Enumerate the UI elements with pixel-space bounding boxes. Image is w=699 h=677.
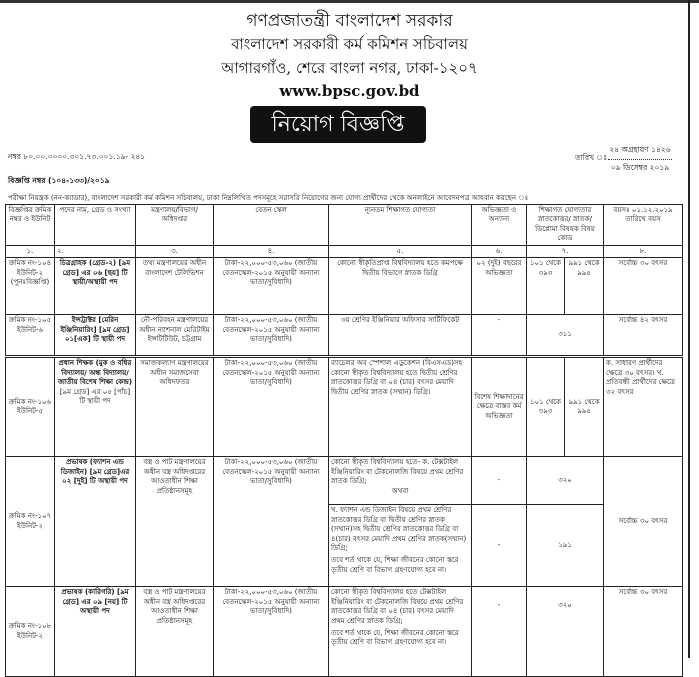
age-cell: সর্বোচ্চ ৩০ বৎসর (604, 587, 683, 677)
table-row (6, 315, 683, 357)
commission-name: বাংলাদেশ সরকারী কর্ম কমিশন সচিবালয় (231, 35, 468, 53)
pay-cell: টাকা-২২,০০০-৫৩,০৬০ (জাতীয় বেতনস্কেল-২০১৫ অনুযায়ী অন্যান্য ভাতা/সুবিধাদি) (214, 587, 329, 677)
age-cell: সর্বোচ্চ ৪২ বৎসর (604, 315, 683, 357)
intro-text: পরীক্ষা নিয়ন্ত্রক (নন-ক্যাডার), বাংলাদেশ সরকারী কর্ম কমিশন সচিবালয়, ঢাকা নিম্নলিখিত পদসমূহে সরাসরি নিয়োগের জন্য যোগ্য প্রার্থীদের থেকে অনলাইনে আবেদনপত্র আহবান করছেন ঃ (8, 194, 529, 202)
header-cell: বয়সঃ ০১.১২.২০১৯ তারিখে বয়স (604, 205, 683, 246)
post-cell: প্রভাষক (কারিগরি) [৯ম গ্রেড] এর ০৯ [নয়] টি অস্থায়ী পদ (55, 587, 136, 677)
post-cell: প্রভাষক (ফ্যাশন এন্ড ডিজাইন) [৯ম গ্রেড]এর ০২ [দুই] টি অস্থায়ী পদ (55, 457, 136, 587)
date-label: তারিখ ঃ (575, 153, 608, 162)
date-english: ০৯ ডিসেম্বর ২০১৯ (610, 163, 670, 172)
qualification-cell: ব্যাচেলর অব স্পেশাল এডুকেশন (বিএসএড)সহ কোনো স্বীকৃত বিশ্ববিদ্যালয় হতে দ্বিতীয় শ্রেণির স্নাতকোত্তর ডিগ্রি বা ০৪ (চার) বৎসর মেয়াদি দ্বিতীয় শ্রেণির স্নাতক (সম্মান) ডিগ্রি। (329, 357, 472, 457)
column-number: ৬. (472, 245, 527, 257)
post-cell (55, 357, 136, 457)
vacancy-table (5, 204, 683, 677)
column-number: ৪. (214, 245, 329, 257)
serial-cell: ক্রমিক নং-১০৬ ইউনিট-৫ (6, 357, 55, 457)
website: www.bpsc.gov.bd (279, 82, 420, 100)
page-title: নিয়োগ বিজ্ঞপ্তি (250, 106, 426, 143)
table-row (6, 587, 683, 677)
column-number: ৮. (604, 245, 683, 257)
table-row (6, 357, 683, 457)
header-cell: পদের নাম, গ্রেড ও সংখ্যা (55, 205, 136, 246)
code-cell: ১৯১ (527, 505, 604, 587)
code-cell: ৯৯১ থেকে ৯৯৫ (565, 258, 604, 315)
code-cell: ১০১ থেকে ৩৯৩ (527, 357, 565, 457)
qualification-text: কোনো স্বীকৃত বিশ্ববিদ্যালয় হতে টেক্সটাইল ইঞ্জিনিয়ারিং বা টেকনোলজি বিষয়ে প্রথম শ্রেণির স্নাতকোত্তর ডিগ্রি বা ০৪ (চার) বৎসর মেয়াদি প্রথম শ্রেণির স্নাতক ডিগ্রি; (331, 588, 464, 625)
pay-cell: টাকা-২২,০০০-৫৩,০৬০ (জাতীয় বেতনস্কেল-২০১৫ অনুযায়ী অন্যান্য ভাতা/সুবিধাদি) (214, 457, 329, 587)
date-bangla: ২৪ অগ্রহায়ণ ১৪২৬ (608, 145, 672, 160)
post-cell: চিত্রগ্রাহক (গ্রেড-২) [৯ম গ্রেড] এর ০৬ [ছয়] টি স্থায়ী/অস্থায়ী পদ (55, 258, 136, 315)
column-number: ৭. (527, 245, 604, 257)
age-cell: সর্বোচ্চ ৩০ বৎসর (604, 457, 683, 587)
serial-cell: ক্রমিক নং-১০৭ ইউনিট-২ (6, 457, 55, 587)
qualification-cell (329, 505, 472, 587)
pay-cell: টাকা-২২,০০০-৫৩,০৬০ (জাতীয় বেতনস্কেল-২০১৫ অনুযায়ী অন্যান্য ভাতা/সুবিধাদি) (214, 357, 329, 457)
experience-cell: বিশেষ শিক্ষাদানের ক্ষেত্রে বাস্তব কর্ম অভিজ্ঞতা (472, 357, 527, 457)
qualification-cell: কোনো স্বীকৃতিপ্রাপ্ত বিশ্ববিদ্যালয় হতে কমপক্ষে দ্বিতীয় বিভাগে স্নাতক ডিগ্রি (329, 258, 472, 315)
header-cell: অভিজ্ঞতা ও অন্যান্য (472, 205, 527, 246)
ministry-cell: বস্ত্র ও পাট মন্ত্রণালয়ের অধীন বস্ত্র অধিদপ্তরের আওতাধীন শিক্ষা প্রতিষ্ঠানসমূহ (136, 457, 214, 587)
ministry-cell: তথ্য মন্ত্রণালয়ের অধীন বাংলাদেশ টেলিভিশন (136, 258, 214, 315)
serial-cell: ক্রমিক নং-১০৮ ইউনিট-২ (6, 587, 55, 677)
column-number: ৫. (329, 245, 472, 257)
address: আগারগাঁও, শেরে বাংলা নগর, ঢাকা-১২০৭ (221, 59, 478, 77)
table-row (6, 258, 683, 315)
condition-text: তবে শর্ত থাকে যে, শিক্ষা জীবনের কোনো স্তরে তৃতীয় শ্রেণি বা বিভাগ গ্রহণযোগ্য হবে না। (331, 556, 459, 574)
header-cell: মন্ত্রণালয়/বিভাগ/ অধিদপ্তর (136, 205, 214, 246)
qualification-option-a: কোনো স্বীকৃত বিশ্ববিদ্যালয় হতে- ক. টেক্সটাইল ইঞ্জিনিয়ারিং বা টেকনোলজি বিষয়ে প্রথম শ্রেণির স্নাতক ডিগ্রি; (331, 458, 464, 486)
condition-text: তবে শর্ত থাকে যে, শিক্ষা জীবনের কোনো স্তরে তৃতীয় শ্রেণি বা বিভাগ গ্রহণযোগ্য হবে না। (331, 628, 459, 647)
pay-cell: টাকা-২২,০০০-৫৩,০৬০ (জাতীয় বেতনস্কেল-২০১৫ অনুযায়ী অন্যান্য ভাতা/সুবিধাদি) (214, 258, 329, 315)
code-cell: ১০১ থেকে ৩৯৩ (527, 258, 565, 315)
code-cell: ৩১১ (527, 315, 604, 357)
pay-cell: টাকা-২২,০০০-৫৩,০৬০ (জাতীয় বেতনস্কেল-২০১৫ অনুযায়ী অন্যান্য ভাতা/সুবিধাদি) (214, 315, 329, 357)
memo-number: নম্বর ৮০.০০.০০০০.৩০১.৭৩.০০১.১৯- ২৪১ (8, 152, 146, 161)
experience-cell: - (472, 457, 527, 505)
qualification-cell (329, 457, 472, 505)
experience-cell: ০২ (দুই) বছরের অভিজ্ঞতা (472, 258, 527, 315)
header-cell: শিক্ষাগত যোগ্যতার স্নাতকোত্তর/ স্নাতক/ডিপ্লোমা বিষয়ক বিষয় কোড (527, 205, 604, 246)
age-cell: সর্বোচ্চ ৩০ বৎসর (604, 258, 683, 315)
experience-cell: - (472, 315, 527, 357)
serial-cell: ক্রমিক নং-১০৫ ইউনিট-৬ (6, 315, 55, 357)
serial-cell: ক্রমিক নং-১০৪ ইউনিট-২ (পুনঃবিজ্ঞপ্তি) (6, 258, 55, 315)
table-header-row (6, 205, 683, 246)
post-grade: [৯ম গ্রেড] এর ০৫ [পাঁচ] টি স্থায়ী পদ (59, 387, 131, 405)
government-name: গণপ্রজাতন্ত্রী বাংলাদেশ সরকার (246, 11, 453, 31)
table-row (6, 457, 683, 505)
code-cell: ৩২০ (527, 457, 604, 505)
qualification-cell (329, 587, 472, 677)
column-number-row (6, 245, 683, 257)
post-cell: ইন্সট্রাক্টর [মেরিন ইঞ্জিনিয়ারিং] [৯ম গ্রেড] ০১[এক] টি স্থায়ী পদ (55, 315, 136, 357)
ministry-cell: নৌ-পরিবহন মন্ত্রণালয়ের অধীন ন্যাশনাল মেরিটাইম ইন্সটিটিউট, চট্টগ্রাম (136, 315, 214, 357)
code-cell: ৯৯১ থেকে ৯৯৫ (565, 357, 604, 457)
header-cell: বিজ্ঞপ্তির ক্রমিক নম্বর ও ইউনিট (6, 205, 55, 246)
advertisement-number: বিজ্ঞপ্তি নম্বর (১০৪-১৩৩)/২০১৯ (8, 176, 110, 185)
ministry-cell: সমাজকল্যাণ মন্ত্রণালয়ের অধীন সমাজসেবা অধিদফতর (136, 357, 214, 457)
experience-cell: - (472, 505, 527, 587)
experience-cell: - (472, 587, 527, 677)
column-number: ১. (6, 245, 55, 257)
code-cell: ৩২০ (527, 587, 604, 677)
column-number: ২. (55, 245, 136, 257)
ministry-cell: বস্ত্র ও পাট মন্ত্রণালয়ের অধীন বস্ত্র অধিদপ্তরের আওতাধীন শিক্ষা প্রতিষ্ঠানসমূহ (136, 587, 214, 677)
age-cell: ক. সাধারণ প্রার্থীদের ক্ষেত্রে ৩০ বৎসর। খ. প্রতিবন্ধী প্রার্থীদের ক্ষেত্রে ৩২ বৎসর (604, 357, 683, 457)
header-cell: ন্যূনতম শিক্ষাগত যোগ্যতা (329, 205, 472, 246)
qualification-option-b: খ. ফ্যাশন এন্ড ডিজাইন বিষয়ে প্রথম শ্রেণির স্নাতকোত্তর ডিগ্রি বা দ্বিতীয় শ্রেণির স্নাতক (সম্মান)সহ দ্বিতীয় শ্রেণির স্নাতকোত্তর ডিগ্রি বা ৪(চার) বৎসর মেয়াদি প্রথম শ্রেণির স্নাতক(সম্মান) ডিগ্রি; (331, 506, 467, 552)
post-title: প্রধান শিক্ষক (মুক ও বধির বিদ্যালয়/ অন্ধ বিদ্যালয়/ জাতীয় বিশেষ শিক্ষা কেন্দ্র) (57, 359, 133, 387)
top-border (0, 0, 699, 3)
qualification-cell: ৩য় শ্রেণির ইঞ্জিনিয়ার অফিসার সার্টিফিকেট (329, 315, 472, 357)
or-text: অথবা (391, 486, 409, 495)
header-cell: বেতন স্কেল (214, 205, 329, 246)
column-number: ৩. (136, 245, 214, 257)
